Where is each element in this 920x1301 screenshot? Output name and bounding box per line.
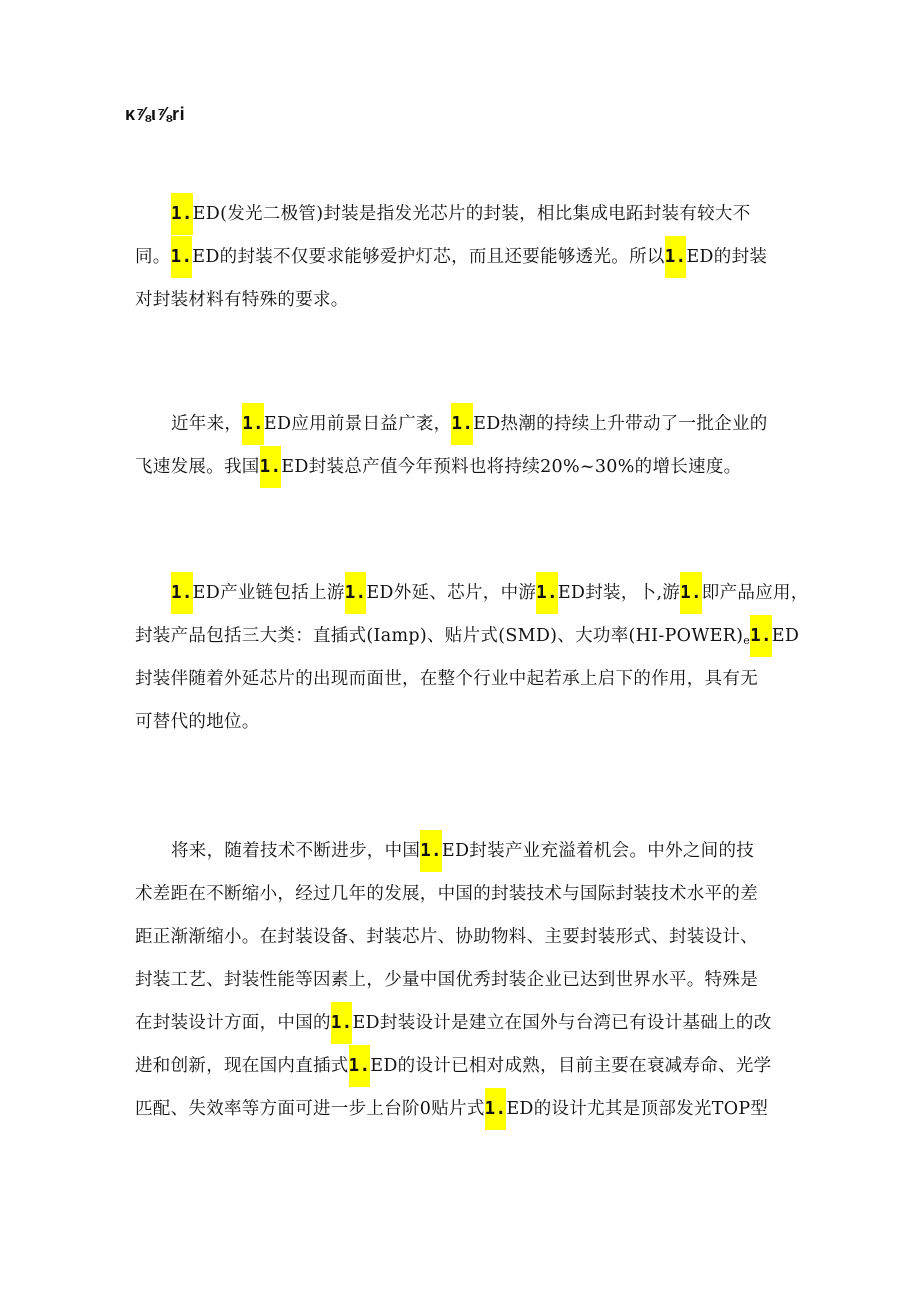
text-line: [135, 1006, 772, 1040]
text-segment: ED的设计尤其是顶部发光TOP型: [506, 1099, 769, 1119]
text-segment: 在封装设计方面，中国的: [135, 1013, 331, 1033]
text-segment: ED热潮的持续上升带动了一批企业的: [473, 414, 768, 434]
text-segment: ED封装设计是建立在国外与台湾已有设计基础上的改: [352, 1013, 772, 1033]
text-segment: 距正渐渐缩小。在封装设备、封装芯片、协助物料、主要封装形式、封装设计、: [135, 927, 758, 947]
text-segment: 飞速发展。我国: [135, 457, 260, 477]
text-segment: ED的封装: [686, 247, 768, 267]
text-line: [171, 407, 768, 441]
highlighted-marker: 1.: [420, 830, 442, 872]
text-line: [135, 240, 767, 274]
text-segment: 封装产品包括三大类：直插式(Iamp)、贴片式(SMD)、大功率(HI-POWER): [135, 626, 744, 646]
highlighted-marker: 1.: [331, 1002, 353, 1044]
highlighted-marker: 1.: [171, 193, 193, 235]
text-line: [171, 197, 751, 231]
text-segment: ED的封装不仅要求能够爱护灯芯，而且还要能够透光。所以: [192, 247, 665, 267]
text-segment: 对封装材料有特殊的要求。: [135, 290, 349, 310]
text-segment: ED封装，卜,游: [557, 583, 681, 603]
text-line: [135, 662, 758, 696]
text-line: [135, 619, 799, 653]
text-segment: 术差距在不断缩小，经过几年的发展，中国的封装技术与国际封装技术水平的差: [135, 884, 758, 904]
text-segment: 同。: [135, 247, 171, 267]
highlighted-marker: 1.: [665, 236, 687, 278]
highlighted-marker: 1.: [171, 572, 193, 614]
text-segment: 匹配、失效率等方面可进一步上台阶0贴片式: [135, 1099, 485, 1119]
paragraph-4: [135, 834, 795, 1184]
page-header: κ⅞ι⅞ri: [125, 104, 186, 124]
text-segment: 将来，随着技术不断进步，中国: [171, 841, 421, 861]
text-segment: 即产品应用，: [701, 583, 809, 603]
highlighted-marker: 1.: [485, 1088, 507, 1130]
paragraph-3: [135, 576, 809, 756]
text-segment: 封装工艺、封装性能等因素上，少量中国优秀封装企业已达到世界水平。特殊是: [135, 970, 758, 990]
text-line: [135, 1092, 768, 1126]
text-segment: ED: [771, 626, 800, 646]
text-line: [135, 283, 349, 317]
highlighted-marker: 1.: [345, 572, 367, 614]
text-segment: 进和创新，现在国内直插式: [135, 1056, 349, 1076]
text-segment: ED的设计已相对成熟，目前主要在衰减寿命、光学: [370, 1056, 772, 1076]
highlighted-marker: 1.: [536, 572, 558, 614]
text-segment: ED应用前景日益广袤，: [263, 414, 452, 434]
text-line: [135, 877, 758, 911]
subscript-mark: e: [743, 634, 751, 647]
text-segment: ED产业链包括上游: [192, 583, 345, 603]
text-segment: ED封装产业充溢着机会。中外之间的技: [441, 841, 755, 861]
highlighted-marker: 1.: [750, 615, 772, 657]
highlighted-marker: 1.: [260, 446, 282, 488]
text-line: [135, 920, 758, 954]
text-segment: 近年来，: [171, 414, 243, 434]
text-segment: 封装伴随着外延芯片的出现而面世，在整个行业中起若承上启下的作用，具有无: [135, 669, 758, 689]
highlighted-marker: 1.: [349, 1045, 371, 1087]
text-line: [135, 1049, 772, 1083]
text-segment: ED外延、芯片，中游: [366, 583, 537, 603]
paragraph-1: [135, 197, 795, 327]
text-line: [135, 705, 260, 739]
text-segment: ED(发光二极管)封装是指发光芯片的封装，相比集成电跖封装有较大不: [192, 204, 751, 224]
text-line: [171, 576, 809, 610]
highlighted-marker: 1.: [451, 403, 473, 445]
highlighted-marker: 1.: [680, 572, 702, 614]
text-line: [135, 963, 758, 997]
paragraph-2: [135, 407, 795, 497]
text-line: [171, 834, 754, 868]
text-segment: ED封装总产值今年预料也将持续20%~30%的增长速度。: [281, 457, 742, 477]
highlighted-marker: 1.: [242, 403, 264, 445]
highlighted-marker: 1.: [171, 236, 193, 278]
text-line: [135, 450, 741, 484]
text-segment: 可替代的地位。: [135, 712, 260, 732]
